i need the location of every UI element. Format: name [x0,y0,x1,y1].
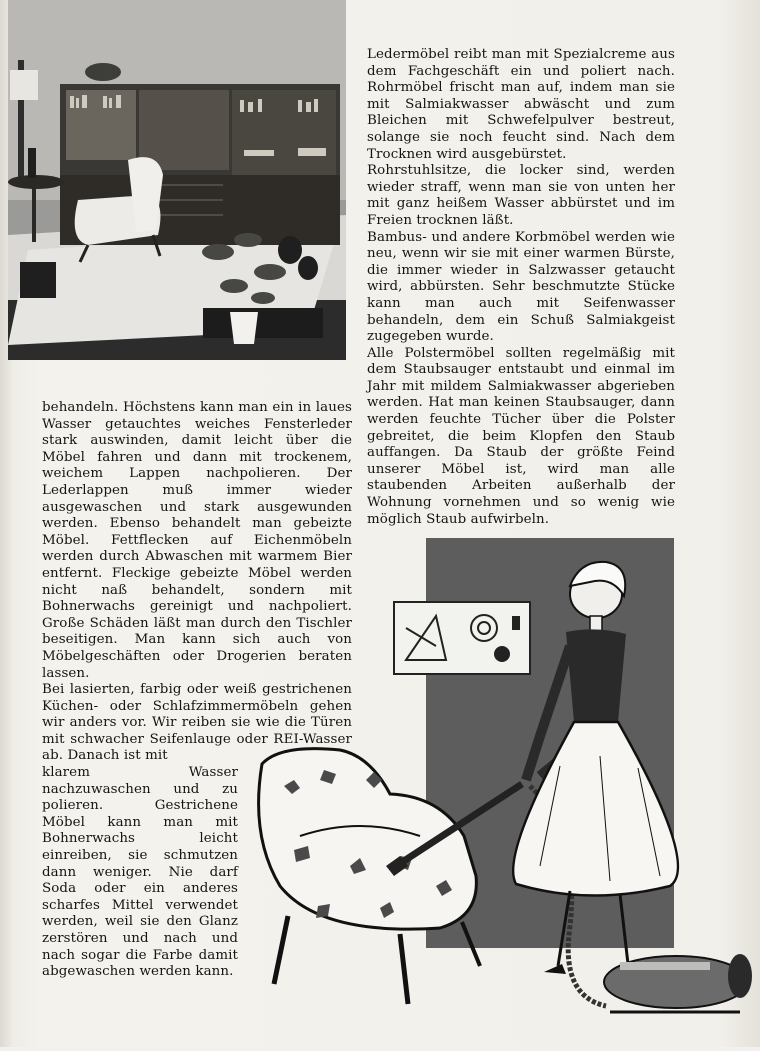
paragraph-leather-furniture: Ledermöbel reibt man mit Spezialcreme aus dem Fachgeschäft ein und poliert nach. Rohrmöbel frischt man auf, indem man sie mit Salmiakwasser abwäscht und zum Bleichen mit Schwefelpulver bestreut, solange sie noch feucht sind. Nach dem Trocknen wird ausgebürstet. [367,47,675,162]
paragraph-upholstered-furniture: Alle Polstermöbel sollten regelmäßig mit dem Staubsauger entstaubt und einmal im Jahr mit mildem Salmiakwasser abgerieben werden. Hat man keinen Staubsauger, dann werden feuchte Tücher über die Polster gebreitet, die beim Klopfen den Staub auffangen. Da Staub der größte Feind unserer Möbel ist, wird man alle staubenden Arbeiten außerhalb der Wohnung vornehmen und so wenig wie möglich Staub aufwirbeln. [367,345,675,527]
paragraph-painted-furniture: Bei lasierten, farbig oder weiß gestrichenen Küchen- oder Schlafzimmermöbeln gehen wir anders vor. Wir reiben sie wie die Türen mit schwacher Seifenlauge oder REI-Wasser ab. Danach ist mit [42,682,352,764]
vacuum-illustration [240,536,760,1047]
paragraph-painted-furniture-cont: klarem Wasser nachzuwaschen und zu polieren. Gestrichene Möbel kann man mit Bohnerwachs leicht einreiben, sie schmutzen dann weniger. Nie darf Soda oder ein anderes scharfes Mittel verwendet werden, weil sie den Glanz zerstören und nach und nach sogar die Farbe damit abgewaschen werden kann. [42,765,238,980]
right-text-column [367,47,675,528]
living-room-photo [8,0,346,360]
paragraph-stained-furniture: behandeln. Höchstens kann man ein in laues Wasser getauchtes weiches Fensterleder stark auswinden, damit leicht über die Möbel fahren und dann mit trockenem, weichem Lappen nachpolieren. Der Lederlappen muß immer wieder ausgewaschen und stark ausgewunden werden. Ebenso behandelt man gebeizte Möbel. Fettflecken auf Eichenmöbeln werden durch Abwaschen mit warmem Bier entfernt. Fleckige gebeizte Möbel werden nicht naß behandelt, sondern mit Bohnerwachs gereinigt und nachpoliert. Große Schäden läßt man durch den Tischler beseitigen. Man kann sich auch von Möbelgeschäften oder Drogerien beraten lassen. [42,400,352,681]
paragraph-bamboo-wicker: Bambus- und andere Korbmöbel werden wie neu, wenn wir sie mit einer warmen Bürste, die immer wieder in Salzwasser getaucht wird, abbürsten. Sehr beschmutzte Stücke kann man auch mit Seifenwasser behandeln, dem ein Schuß Salmiakgeist zugegeben wurde. [367,229,675,345]
paragraph-cane-seats: Rohrstuhlsitze, die locker sind, werden wieder straff, wenn man sie von unten her mit ganz heißem Wasser abbürstet und im Freien trocknen läßt. [367,163,675,228]
